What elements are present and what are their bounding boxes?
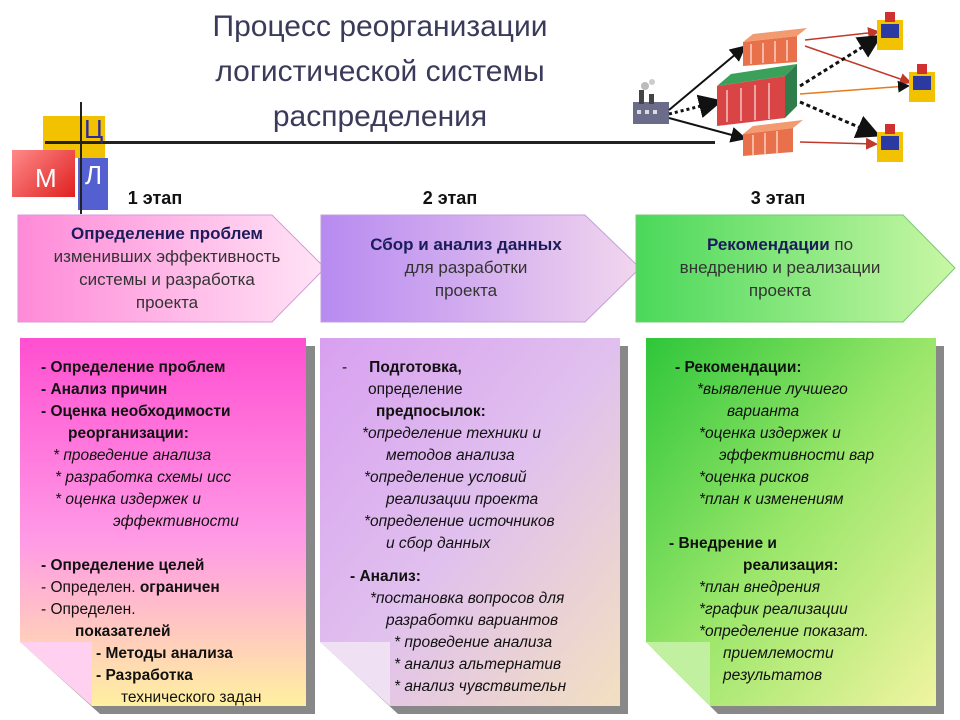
stage-2-label: 2 этап: [422, 188, 478, 208]
stage-3-heading: Рекомендации по внедрению и реализации проекта: [679, 235, 881, 300]
stage-3-label: 3 этап: [750, 188, 806, 208]
page-title: Процесс реорганизации логистической системы распределения: [212, 10, 548, 133]
stage-2-heading: Сбор и анализ данных для разработки проекта: [370, 235, 562, 300]
stage-2-details: - Подготовка, определение предпосылок: *определение техники и методов анализа *определение условий реализации проекта *определение источников и сбор данных - Анализ: *постановка вопросов для разработки вариантов * проведение анализа * анализ альтернатив * анализ чувствительн: [342, 359, 567, 695]
stage-1-heading: Определение проблем изменивших эффективность системы и разработка проекта: [53, 224, 281, 312]
stage-3-details: - Рекомендации: *выявление лучшего варианта *оценка издержек и эффективности вар *оценка рисков *план к изменениям - Внедрение и реализация: *план внедрения *график реализации *определение показат. приемлемости результатов: [669, 359, 875, 684]
logo-letter-m: М: [35, 163, 57, 193]
logo-letter-c: Ц: [84, 114, 104, 144]
stage-1-details: - Определение проблем - Анализ причин - Оценка необходимости реорганизации: * проведение анализа * разработка схемы исс * оценка издержек и эффективности - Определение целей - Определен. ограничен - Определен. показателей - Методы анализа - Разработка технического задан: [41, 359, 262, 706]
logo-letter-l: Л: [85, 160, 103, 190]
stage-1-label: 1 этап: [127, 188, 183, 208]
